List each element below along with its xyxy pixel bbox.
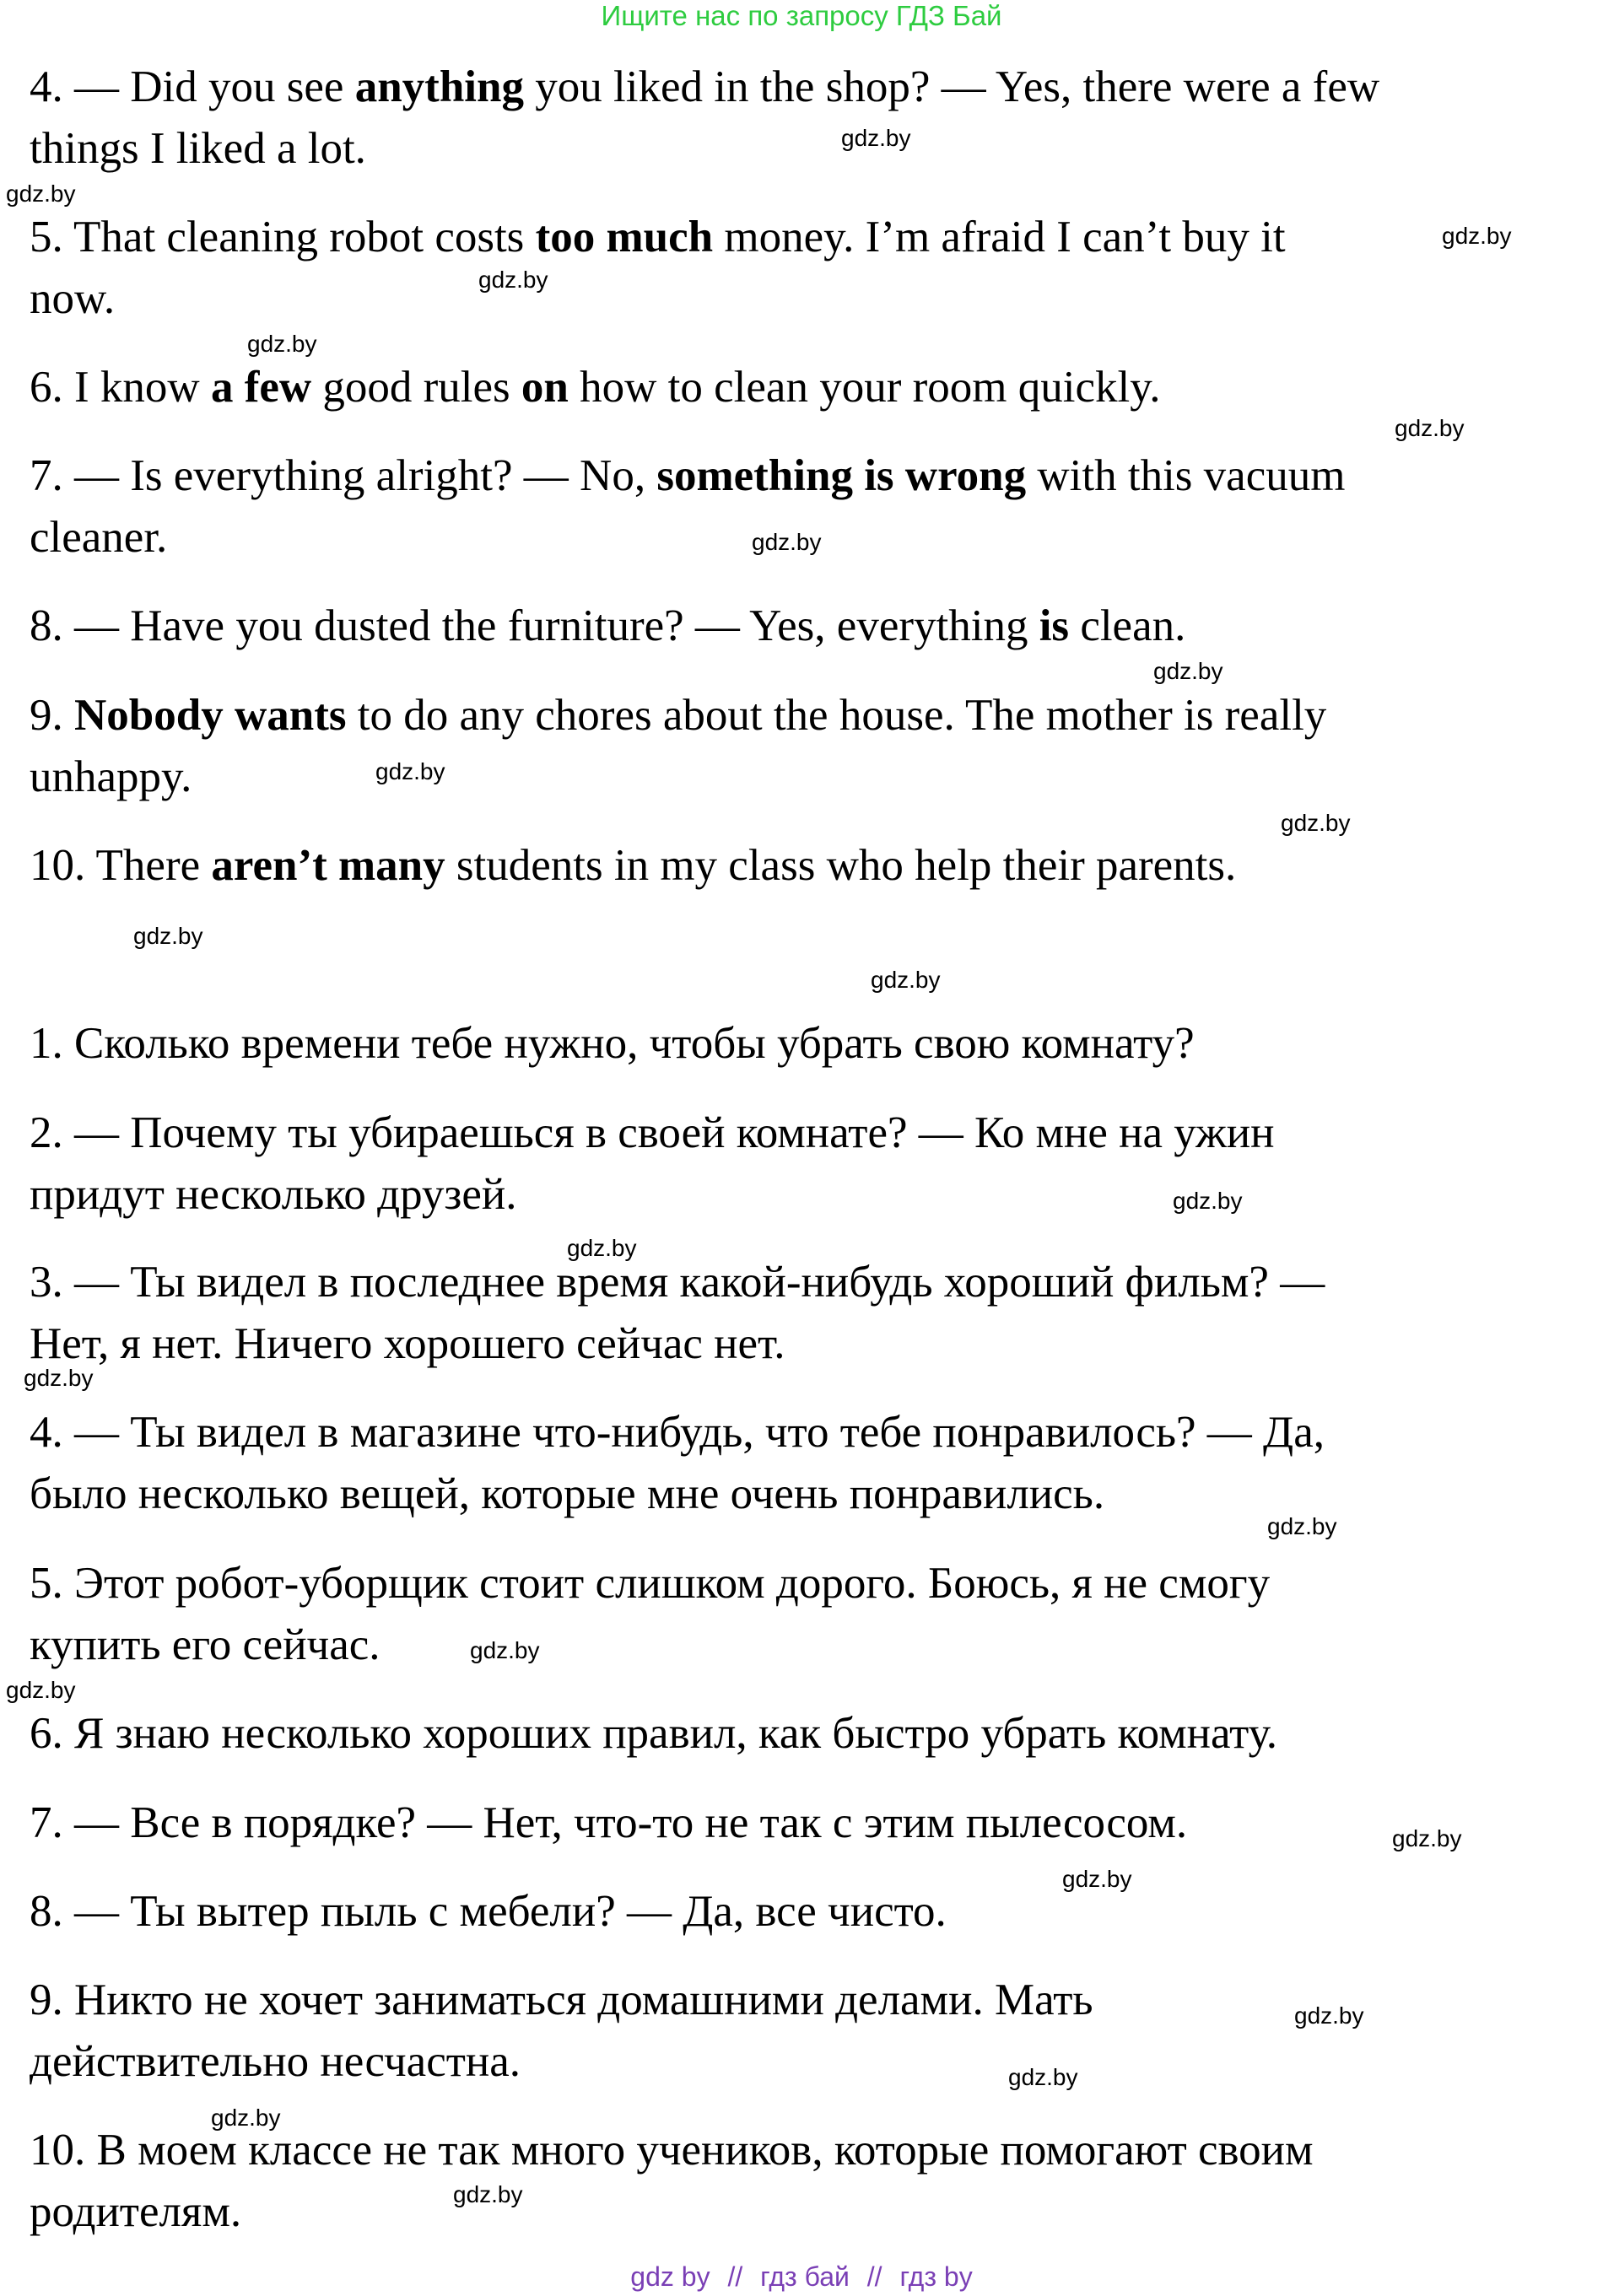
footer-link-gdz-by[interactable]: gdz by bbox=[630, 2261, 710, 2292]
translation-10-line-1: 10. В моем классе не так много учеников, которые помогают своим bbox=[30, 2126, 1314, 2175]
footer-link-gdz-by-ru[interactable]: гдз by bbox=[899, 2261, 973, 2292]
text: 9. bbox=[30, 691, 74, 740]
translation-4-line-2: было несколько вещей, которые мне очень понравились. bbox=[30, 1469, 1105, 1518]
watermark: gdz.by bbox=[1392, 1825, 1462, 1851]
watermark: gdz.by bbox=[470, 1637, 540, 1663]
text: 6. I know bbox=[30, 363, 211, 412]
watermark: gdz.by bbox=[453, 2181, 523, 2207]
watermark: gdz.by bbox=[211, 2105, 281, 2131]
sentence-8 bbox=[30, 600, 1185, 652]
translation-8: 8. — Ты вытер пыль с мебели? — Да, все чисто. bbox=[30, 1887, 947, 1936]
watermark: gdz.by bbox=[1173, 1188, 1243, 1214]
text: 5. That cleaning robot costs bbox=[30, 213, 536, 261]
watermark: gdz.by bbox=[1062, 1866, 1132, 1892]
footer-links bbox=[0, 2261, 1603, 2293]
translation-2-line-1: 2. — Почему ты убираешься в своей комнате? — Ко мне на ужин bbox=[30, 1108, 1275, 1157]
text: good rules bbox=[311, 363, 521, 412]
footer-separator: // bbox=[866, 2261, 882, 2292]
sentence-6 bbox=[30, 361, 1161, 413]
sentence-9-line-2: unhappy. bbox=[30, 752, 192, 801]
text: 4. — Did you see bbox=[30, 62, 355, 111]
text: 8. — Have you dusted the furniture? — Yes, everything bbox=[30, 601, 1039, 650]
watermark: gdz.by bbox=[478, 267, 548, 293]
watermark: gdz.by bbox=[375, 758, 445, 784]
watermark: gdz.by bbox=[752, 529, 822, 555]
answer-bold: too much bbox=[535, 213, 714, 261]
watermark: gdz.by bbox=[841, 125, 911, 151]
translation-9-line-1: 9. Никто не хочет заниматься домашними делами. Мать bbox=[30, 1975, 1093, 2024]
text: 10. There bbox=[30, 841, 212, 890]
watermark: gdz.by bbox=[1294, 2002, 1364, 2029]
watermark: gdz.by bbox=[871, 967, 941, 993]
sentence-7-line-2: cleaner. bbox=[30, 513, 168, 562]
sentence-4-line-1 bbox=[30, 61, 1379, 113]
answer-bold: is bbox=[1039, 601, 1070, 650]
text: students in my class who help their parents. bbox=[445, 841, 1237, 890]
translation-5-line-2: купить его сейчас. bbox=[30, 1620, 381, 1669]
watermark: gdz.by bbox=[1442, 223, 1512, 249]
watermark: gdz.by bbox=[1395, 415, 1465, 441]
text: how to clean your room quickly. bbox=[568, 363, 1161, 412]
text: with this vacuum bbox=[1026, 451, 1346, 500]
answer-bold: on bbox=[521, 363, 569, 412]
translation-2-line-2: придут несколько друзей. bbox=[30, 1170, 517, 1219]
watermark: gdz.by bbox=[1267, 1513, 1337, 1539]
sentence-9-line-1 bbox=[30, 689, 1326, 741]
watermark: gdz.by bbox=[133, 923, 203, 949]
text: to do any chores about the house. The mother is really bbox=[346, 691, 1327, 740]
translation-10-line-2: родителям. bbox=[30, 2187, 242, 2236]
text: money. I’m afraid I can’t buy it bbox=[713, 213, 1286, 261]
sentence-7-line-1 bbox=[30, 450, 1345, 502]
text: you liked in the shop? — Yes, there were a few bbox=[524, 62, 1380, 111]
translation-4-line-1: 4. — Ты видел в магазине что-нибудь, что тебе понравилось? — Да, bbox=[30, 1408, 1325, 1457]
sentence-10 bbox=[30, 839, 1236, 892]
answer-bold: anything bbox=[354, 62, 524, 111]
sentence-5-line-1 bbox=[30, 211, 1286, 263]
translation-9-line-2: действительно несчастна. bbox=[30, 2037, 521, 2086]
sentence-5-line-2: now. bbox=[30, 274, 116, 323]
answer-bold: Nobody wants bbox=[74, 691, 347, 740]
header-search-link[interactable]: Ищите нас по запросу ГДЗ Бай bbox=[601, 0, 1002, 31]
watermark: gdz.by bbox=[567, 1235, 637, 1261]
answer-bold: a few bbox=[210, 363, 312, 412]
translation-7: 7. — Все в порядке? — Нет, что-то не так с этим пылесосом. bbox=[30, 1798, 1188, 1847]
footer-link-gdz-bai[interactable]: гдз бай bbox=[760, 2261, 850, 2292]
answer-bold: aren’t many bbox=[211, 841, 445, 890]
watermark: gdz.by bbox=[6, 181, 76, 207]
answer-bold: something is wrong bbox=[656, 451, 1027, 500]
watermark: gdz.by bbox=[1153, 658, 1223, 684]
footer-separator: // bbox=[727, 2261, 743, 2292]
translation-3-line-1: 3. — Ты видел в последнее время какой-нибудь хороший фильм? — bbox=[30, 1258, 1325, 1307]
watermark: gdz.by bbox=[247, 331, 317, 357]
translation-1: 1. Сколько времени тебе нужно, чтобы убрать свою комнату? bbox=[30, 1019, 1195, 1068]
watermark: gdz.by bbox=[24, 1365, 94, 1391]
translation-5-line-1: 5. Этот робот-уборщик стоит слишком дорого. Боюсь, я не смогу bbox=[30, 1559, 1271, 1608]
watermark: gdz.by bbox=[1281, 810, 1351, 836]
sentence-4-line-2: things I liked a lot. bbox=[30, 124, 366, 173]
translation-3-line-2: Нет, я нет. Ничего хорошего сейчас нет. bbox=[30, 1319, 785, 1368]
text: 7. — Is everything alright? — No, bbox=[30, 451, 657, 500]
watermark: gdz.by bbox=[6, 1677, 76, 1703]
text: clean. bbox=[1069, 601, 1186, 650]
translation-6: 6. Я знаю несколько хороших правил, как быстро убрать комнату. bbox=[30, 1709, 1278, 1758]
watermark: gdz.by bbox=[1008, 2064, 1078, 2090]
